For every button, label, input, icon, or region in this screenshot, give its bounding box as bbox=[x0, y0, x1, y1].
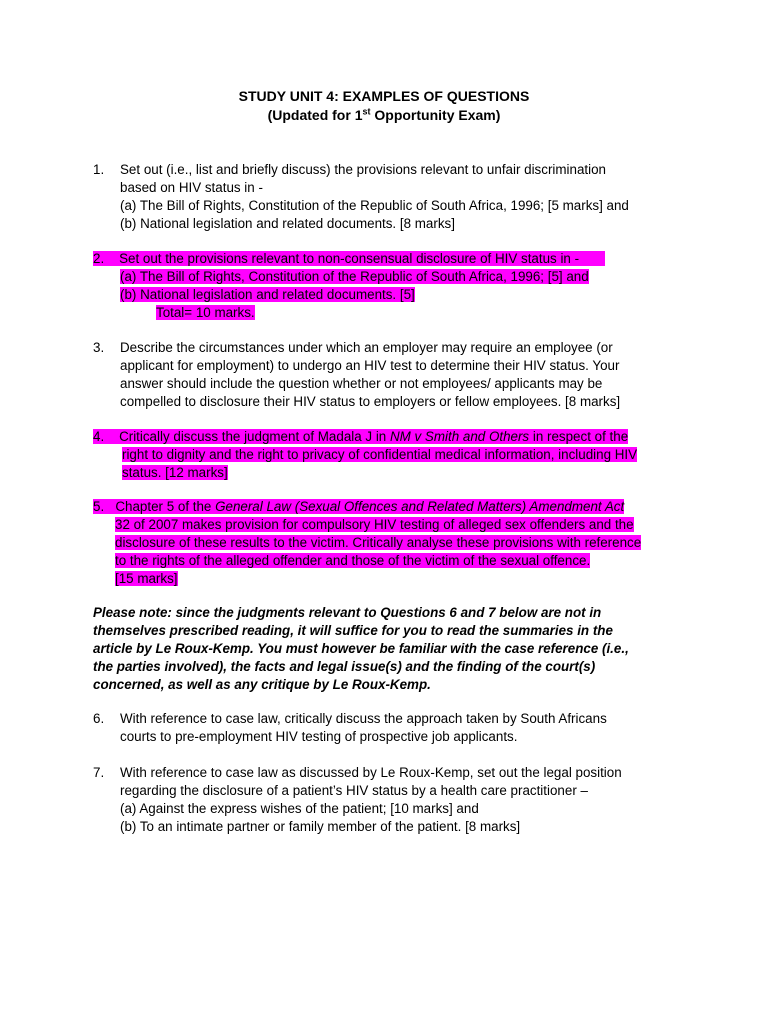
question-text: regarding the disclosure of a patient’s HIV status by a health care practitioner – bbox=[120, 783, 588, 798]
highlighted-line: right to dignity and the right to privacy of confidential medical information, including HIV bbox=[122, 447, 638, 462]
question-text: With reference to case law, critically discuss the approach taken by South Africans bbox=[120, 711, 607, 726]
question-6 bbox=[93, 710, 607, 746]
document-title: STUDY UNIT 4: EXAMPLES OF QUESTIONS bbox=[238, 88, 530, 104]
question-text: compelled to disclosure their HIV status to employers or fellow employees. [8 marks] bbox=[120, 394, 621, 409]
question-4 bbox=[93, 428, 637, 482]
question-text: answer should include the question whether or not employees/ applicants may be bbox=[120, 376, 603, 391]
question-number: 6. bbox=[93, 711, 105, 726]
highlighted-line: 32 of 2007 makes provision for compulsory HIV testing of alleged sex offenders and the bbox=[115, 517, 634, 532]
question-subitem: (b) To an intimate partner or family member of the patient. [8 marks] bbox=[120, 819, 521, 834]
question-1 bbox=[93, 161, 629, 233]
question-subitem: (a) Against the express wishes of the patient; [10 marks] and bbox=[120, 801, 479, 816]
question-number: 7. bbox=[93, 765, 105, 780]
highlighted-line: 5. Chapter 5 of the General Law (Sexual Offences and Related Matters) Amendment Act bbox=[93, 499, 625, 514]
highlighted-line: Total= 10 marks. bbox=[156, 305, 255, 320]
question-number: 1. bbox=[93, 162, 105, 177]
highlighted-line: (a) The Bill of Rights, Constitution of the Republic of South Africa, 1996; [5] and bbox=[120, 269, 589, 284]
question-7 bbox=[93, 764, 622, 836]
question-text: Describe the circumstances under which an employer may require an employee (or bbox=[120, 340, 613, 355]
highlighted-line: 2. Set out the provisions relevant to non-consensual disclosure of HIV status in - bbox=[93, 250, 605, 268]
question-text: courts to pre-employment HIV testing of prospective job applicants. bbox=[120, 729, 518, 744]
highlighted-line: disclosure of these results to the victim. Critically analyse these provisions with reference bbox=[115, 535, 642, 550]
question-text: Set out (i.e., list and briefly discuss) the provisions relevant to unfair discrimination bbox=[120, 162, 606, 177]
question-text: applicant for employment) to undergo an HIV test to determine their HIV status. Your bbox=[120, 358, 620, 373]
document-subtitle: (Updated for 1st Opportunity Exam) bbox=[267, 106, 501, 123]
highlighted-line: to the rights of the alleged offender and those of the victim of the sexual offence. bbox=[115, 553, 591, 568]
question-text: With reference to case law as discussed by Le Roux-Kemp, set out the legal position bbox=[120, 765, 622, 780]
please-note-paragraph: Please note: since the judgments relevant to Questions 6 and 7 below are not in themselves prescribed reading, it will suffice for you to read the summaries in the article by Le Roux-Kemp. You must however be familiar with the case reference (i.e., the parties involved), the facts and legal issue(s) and the finding of the court(s) concerned, as well as any critique by Le Roux-Kemp. bbox=[93, 605, 629, 692]
question-subitem: (b) National legislation and related documents. [8 marks] bbox=[120, 216, 455, 231]
question-5 bbox=[93, 498, 641, 588]
question-number: 3. bbox=[93, 340, 105, 355]
highlighted-line: status. [12 marks] bbox=[122, 465, 228, 480]
highlighted-line: [15 marks] bbox=[115, 571, 178, 586]
highlighted-line: (b) National legislation and related documents. [5] bbox=[120, 287, 415, 302]
highlighted-line: 4. Critically discuss the judgment of Madala J in NM v Smith and Others in respect of the bbox=[93, 429, 629, 444]
question-text: based on HIV status in - bbox=[120, 180, 263, 195]
question-3 bbox=[93, 339, 620, 411]
question-subitem: (a) The Bill of Rights, Constitution of the Republic of South Africa, 1996; [5 marks] and bbox=[120, 198, 629, 213]
question-2 bbox=[93, 250, 605, 322]
